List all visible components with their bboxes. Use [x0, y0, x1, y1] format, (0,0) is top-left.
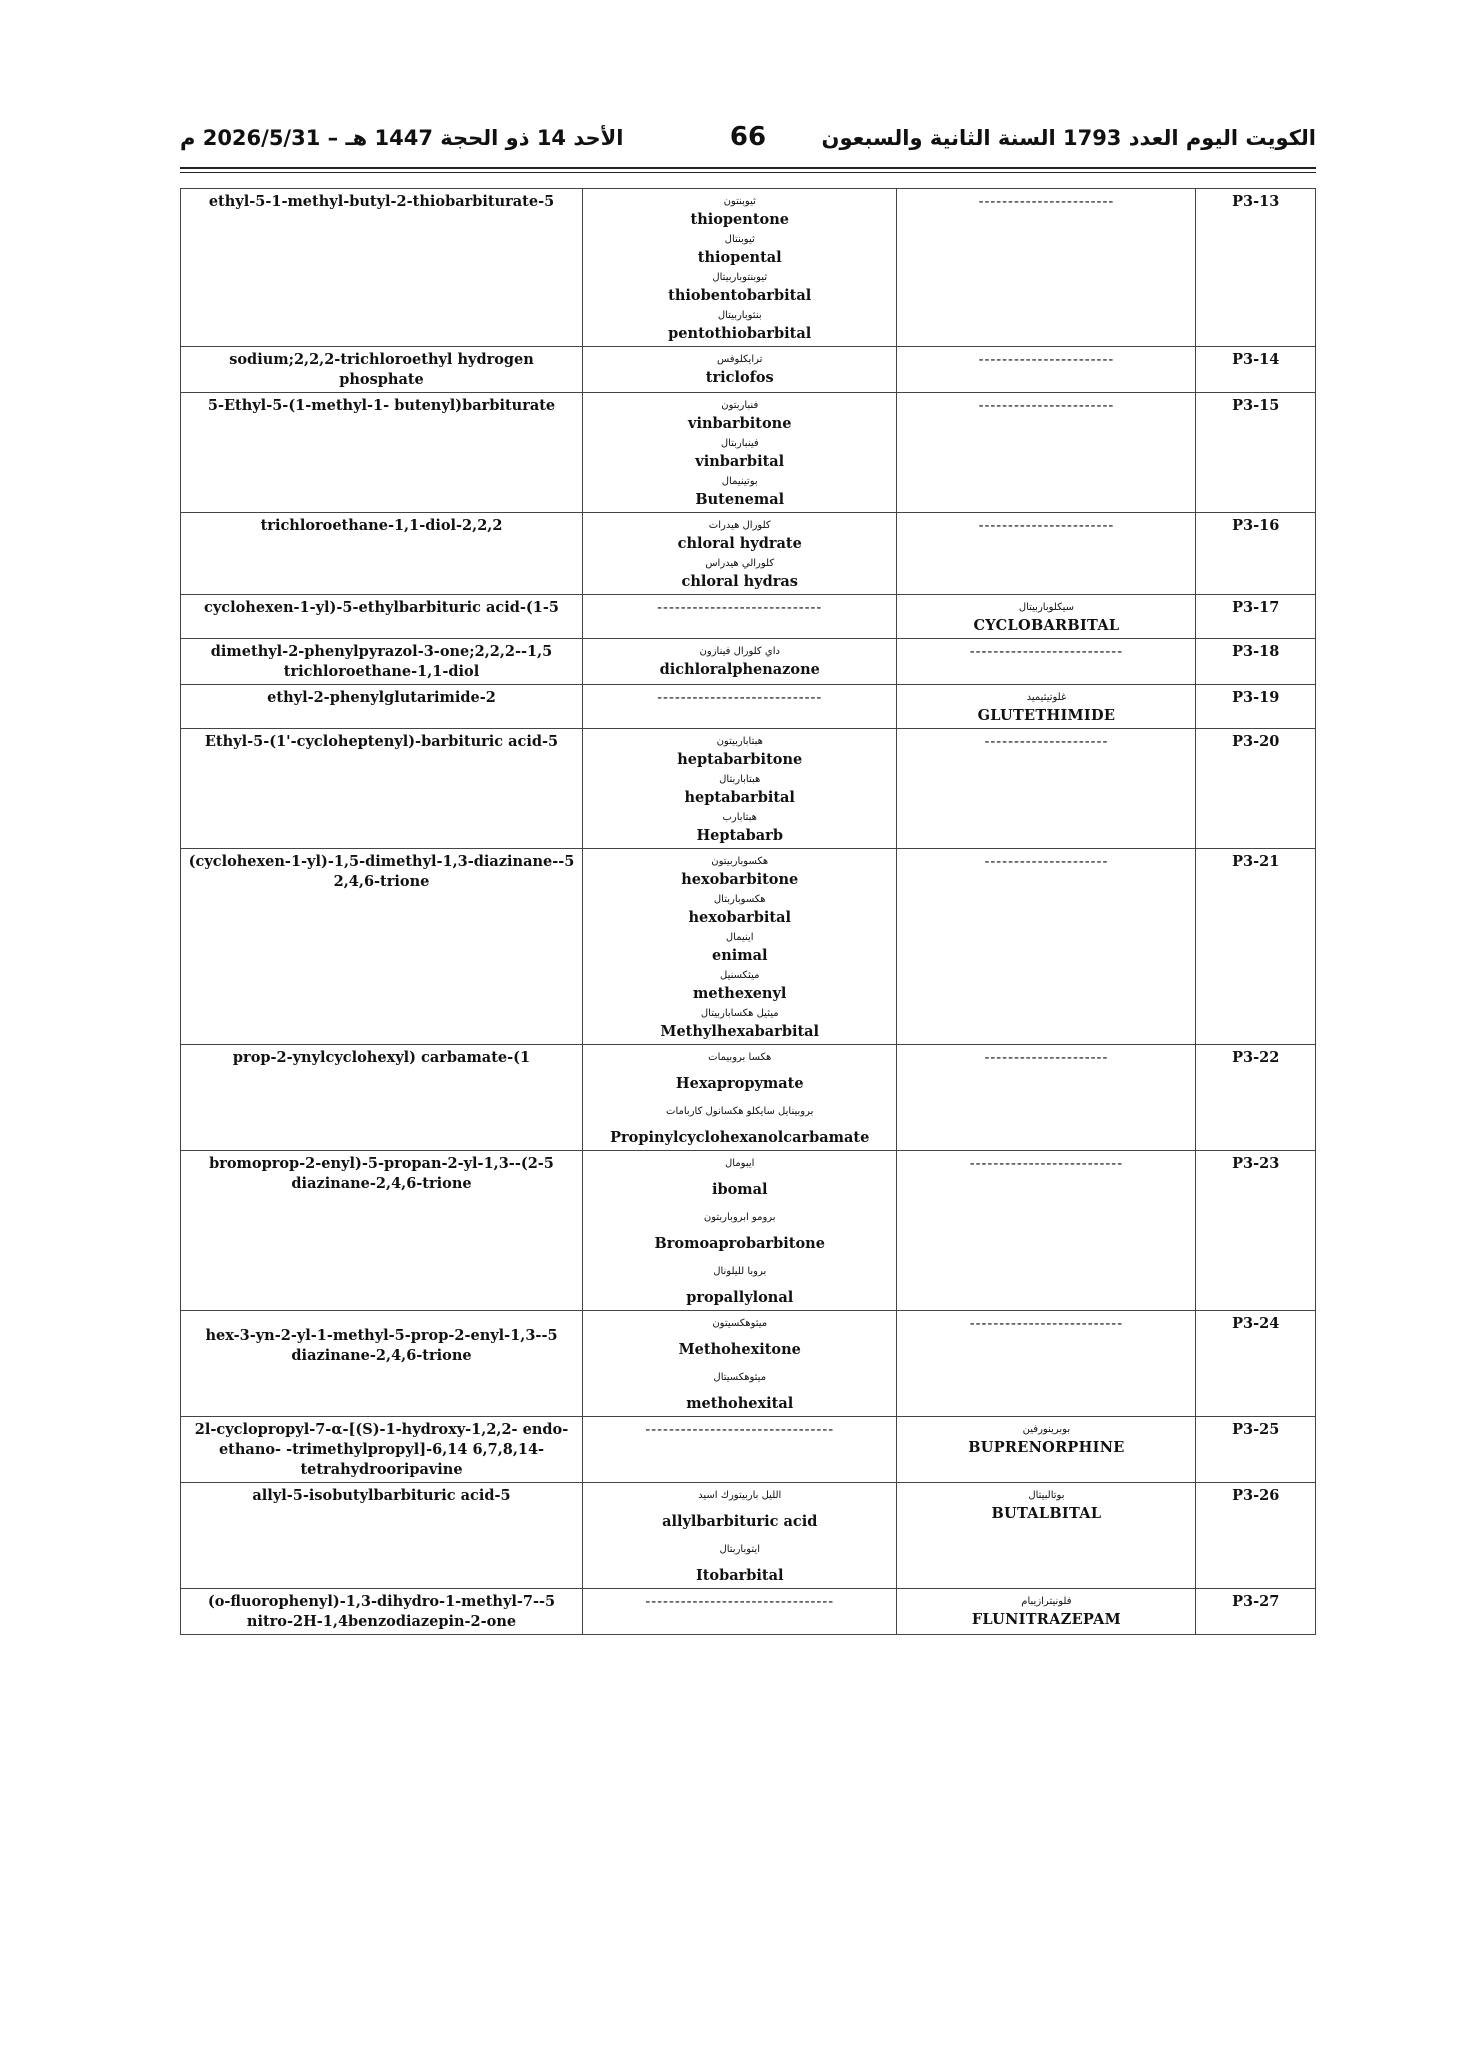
- international-name-cell: [897, 347, 1196, 393]
- name-english: Itobarbital: [695, 1567, 784, 1584]
- empty-dash: ----------------------------: [657, 600, 823, 616]
- name-english: enimal: [711, 947, 768, 964]
- common-names-cell: [583, 1483, 897, 1589]
- common-names-cell: [583, 595, 897, 639]
- empty-dash: --------------------------: [969, 1156, 1124, 1172]
- name-arabic: بنثوباربيتال: [717, 310, 762, 321]
- name-arabic: بروبينايل سايكلو هكسانول كاربامات: [666, 1106, 814, 1117]
- intl-name-arabic: فلونيترازيبام: [1021, 1596, 1072, 1607]
- name-arabic: ترايكلوفس: [717, 354, 763, 365]
- chemical-name-cell: [181, 393, 583, 513]
- name-arabic: بوتينيمال: [721, 476, 758, 487]
- chemical-name-cell: [181, 347, 583, 393]
- table-row: [181, 347, 1316, 393]
- intl-name-arabic: بوبرينورفين: [1022, 1424, 1071, 1435]
- name-arabic: ميثوهكسيتال: [713, 1372, 767, 1383]
- international-name-cell: [897, 639, 1196, 685]
- name-english: methexenyl: [693, 985, 787, 1002]
- header-date: الأحد 14 ذو الحجة 1447 هـ – 2026/5/31 م: [180, 126, 624, 150]
- page-number: 66: [729, 122, 767, 152]
- schedule-code: P3-20: [1232, 733, 1280, 750]
- chemical-name: (o-fluorophenyl)-1,3-dihydro-1-methyl-7--5 nitro-2H-1,4benzodiazepin-2-one: [207, 1593, 556, 1630]
- schedule-code: P3-26: [1232, 1487, 1280, 1504]
- table-row: [181, 1151, 1316, 1311]
- schedule-code-cell: [1196, 729, 1316, 849]
- common-names-cell: [583, 513, 897, 595]
- schedule-code-cell: [1196, 1311, 1316, 1417]
- substances-table: [180, 188, 1316, 1635]
- schedule-code-cell: [1196, 393, 1316, 513]
- common-names-cell: [583, 1151, 897, 1311]
- header-publication: الكويت اليوم العدد 1793 السنة الثانية والسبعون: [821, 126, 1316, 150]
- name-arabic: بروبا لليلونال: [713, 1266, 767, 1277]
- name-english: heptabarbitone: [677, 751, 803, 768]
- chemical-name: allyl-5-isobutylbarbituric acid-5: [252, 1487, 511, 1504]
- empty-dash: ---------------------: [984, 734, 1109, 750]
- name-english: Methylhexabarbital: [660, 1023, 820, 1040]
- intl-name-arabic: سيكلوباربيتال: [1018, 602, 1074, 613]
- chemical-name: 5-Ethyl-5-(1-methyl-1- butenyl)barbiturate: [207, 397, 556, 414]
- schedule-code-cell: [1196, 189, 1316, 347]
- name-arabic: هكسوباربتال: [713, 894, 766, 905]
- name-english: hexobarbitone: [681, 871, 799, 888]
- chemical-name-cell: [181, 1311, 583, 1417]
- international-name-cell: [897, 1151, 1196, 1311]
- name-arabic: الليل باربيتورك اسيد: [698, 1490, 782, 1501]
- chemical-name: dimethyl-2-phenylpyrazol-3-one;2,2,2--1,5 trichloroethane-1,1-diol: [210, 643, 553, 680]
- name-english: hexobarbital: [688, 909, 791, 926]
- intl-name-english: BUTALBITAL: [991, 1505, 1102, 1522]
- name-english: Methohexitone: [678, 1341, 801, 1358]
- page-header: [180, 118, 1316, 158]
- name-english: Propinylcyclohexanolcarbamate: [610, 1129, 870, 1146]
- table-row: [181, 1311, 1316, 1417]
- intl-name-english: CYCLOBARBITAL: [973, 617, 1120, 634]
- name-arabic: هبتابارب: [722, 812, 757, 823]
- chemical-name-cell: [181, 1045, 583, 1151]
- intl-name-english: BUPRENORPHINE: [968, 1439, 1125, 1456]
- chemical-name: trichloroethane-1,1-diol-2,2,2: [260, 517, 503, 534]
- table-row: [181, 1483, 1316, 1589]
- schedule-code-cell: [1196, 685, 1316, 729]
- name-english: thiopental: [697, 249, 782, 266]
- common-names-cell: [583, 347, 897, 393]
- table-row: [181, 849, 1316, 1045]
- schedule-code-cell: [1196, 639, 1316, 685]
- chemical-name-cell: [181, 639, 583, 685]
- name-english: thiopentone: [690, 211, 789, 228]
- chemical-name-cell: [181, 595, 583, 639]
- empty-dash: --------------------------------: [645, 1594, 835, 1610]
- table-row: [181, 393, 1316, 513]
- name-english: chloral hydras: [681, 573, 798, 590]
- table-row: [181, 513, 1316, 595]
- common-names-cell: [583, 1045, 897, 1151]
- table-row: [181, 729, 1316, 849]
- international-name-cell: [897, 595, 1196, 639]
- name-english: Bromoaprobarbitone: [654, 1235, 825, 1252]
- header-rule: [180, 167, 1316, 169]
- table-row: [181, 1589, 1316, 1635]
- name-arabic: ايتوباربتال: [719, 1544, 760, 1555]
- empty-dash: ---------------------: [984, 1050, 1109, 1066]
- schedule-code: P3-21: [1232, 853, 1280, 870]
- common-names-cell: [583, 189, 897, 347]
- intl-name-english: GLUTETHIMIDE: [977, 707, 1116, 724]
- common-names-cell: [583, 1589, 897, 1635]
- schedule-code: P3-25: [1232, 1421, 1280, 1438]
- schedule-code: P3-19: [1232, 689, 1280, 706]
- chemical-name-cell: [181, 1483, 583, 1589]
- name-arabic: اينيمال: [725, 932, 754, 943]
- schedule-code: P3-23: [1232, 1155, 1280, 1172]
- name-arabic: ميثيل هكساباربيتال: [700, 1008, 779, 1019]
- name-arabic: ايبومال: [725, 1158, 755, 1169]
- schedule-code-cell: [1196, 1151, 1316, 1311]
- name-english: methohexital: [686, 1395, 794, 1412]
- international-name-cell: [897, 513, 1196, 595]
- name-english: Heptabarb: [696, 827, 783, 844]
- chemical-name: sodium;2,2,2-trichloroethyl hydrogen phosphate: [229, 351, 534, 388]
- international-name-cell: [897, 1045, 1196, 1151]
- international-name-cell: [897, 849, 1196, 1045]
- schedule-code: P3-24: [1232, 1315, 1280, 1332]
- table-row: [181, 1045, 1316, 1151]
- name-arabic: داي كلورال فينازون: [699, 646, 780, 657]
- name-arabic: ميثوهكسيتون: [712, 1318, 768, 1329]
- name-english: allylbarbituric acid: [662, 1513, 818, 1530]
- schedule-code: P3-17: [1232, 599, 1280, 616]
- chemical-name-cell: [181, 189, 583, 347]
- name-english: vinbarbitone: [688, 415, 792, 432]
- common-names-cell: [583, 393, 897, 513]
- table-row: [181, 189, 1316, 347]
- common-names-cell: [583, 1417, 897, 1483]
- schedule-code: P3-13: [1232, 193, 1280, 210]
- chemical-name: ethyl-5-1-methyl-butyl-2-thiobarbiturate-5: [208, 193, 555, 210]
- empty-dash: ---------------------: [984, 854, 1109, 870]
- chemical-name: hex-3-yn-2-yl-1-methyl-5-prop-2-enyl-1,3--5 diazinane-2,4,6-trione: [205, 1327, 558, 1364]
- chemical-name-cell: [181, 1417, 583, 1483]
- name-arabic: فينباربتال: [720, 438, 759, 449]
- empty-dash: -----------------------: [978, 352, 1115, 368]
- name-english: chloral hydrate: [677, 535, 802, 552]
- chemical-name-cell: [181, 1589, 583, 1635]
- name-english: ibomal: [711, 1181, 768, 1198]
- chemical-name-cell: [181, 849, 583, 1045]
- name-arabic: ثيوبنتون: [723, 196, 756, 207]
- name-arabic: ثيوبنتال: [724, 234, 755, 245]
- name-arabic: هبتاباربيتون: [716, 736, 763, 747]
- name-english: thiobentobarbital: [668, 287, 812, 304]
- international-name-cell: [897, 1417, 1196, 1483]
- header-rule-thin: [180, 172, 1316, 173]
- schedule-code: P3-15: [1232, 397, 1280, 414]
- schedule-code: P3-22: [1232, 1049, 1280, 1066]
- name-english: propallylonal: [686, 1289, 794, 1306]
- international-name-cell: [897, 729, 1196, 849]
- schedule-code-cell: [1196, 1045, 1316, 1151]
- common-names-cell: [583, 1311, 897, 1417]
- schedule-code-cell: [1196, 1483, 1316, 1589]
- empty-dash: --------------------------: [969, 644, 1124, 660]
- chemical-name: bromoprop-2-enyl)-5-propan-2-yl-1,3--(2-5 diazinane-2,4,6-trione: [209, 1155, 554, 1192]
- name-arabic: كلورالي هيدراس: [705, 558, 775, 569]
- international-name-cell: [897, 1311, 1196, 1417]
- empty-dash: -----------------------: [978, 398, 1115, 414]
- international-name-cell: [897, 1483, 1196, 1589]
- common-names-cell: [583, 849, 897, 1045]
- chemical-name: cyclohexen-1-yl)-5-ethylbarbituric acid-(1-5: [204, 599, 559, 616]
- name-arabic: كلورال هيدرات: [708, 520, 771, 531]
- schedule-code-cell: [1196, 1589, 1316, 1635]
- chemical-name: ethyl-2-phenylglutarimide-2: [267, 689, 496, 706]
- schedule-code-cell: [1196, 1417, 1316, 1483]
- chemical-name: Ethyl-5-(1'-cycloheptenyl)-barbituric acid-5: [204, 733, 559, 750]
- international-name-cell: [897, 685, 1196, 729]
- schedule-code: P3-18: [1232, 643, 1280, 660]
- chemical-name: prop-2-ynylcyclohexyl) carbamate-(1: [232, 1049, 531, 1066]
- name-english: pentothiobarbital: [668, 325, 812, 342]
- schedule-code-cell: [1196, 513, 1316, 595]
- schedule-code-cell: [1196, 595, 1316, 639]
- chemical-name: 2l-cyclopropyl-7-α-[(S)-1-hydroxy-1,2,2- endo-ethano- -trimethylpropyl]-6,14 6,7,8,14-tetrahydrooripavine: [194, 1421, 569, 1478]
- chemical-name-cell: [181, 685, 583, 729]
- chemical-name-cell: [181, 1151, 583, 1311]
- intl-name-english: FLUNITRAZEPAM: [971, 1611, 1121, 1628]
- table-row: [181, 595, 1316, 639]
- intl-name-arabic: بوتالبيتال: [1028, 1490, 1065, 1501]
- empty-dash: -----------------------: [978, 194, 1115, 210]
- international-name-cell: [897, 189, 1196, 347]
- schedule-code: P3-14: [1232, 351, 1280, 368]
- common-names-cell: [583, 685, 897, 729]
- schedule-code-cell: [1196, 849, 1316, 1045]
- chemical-name-cell: [181, 513, 583, 595]
- name-arabic: فنباربتون: [721, 400, 759, 411]
- common-names-cell: [583, 639, 897, 685]
- name-english: Hexapropymate: [675, 1075, 804, 1092]
- name-english: dichloralphenazone: [659, 661, 820, 678]
- empty-dash: --------------------------------: [645, 1422, 835, 1438]
- name-arabic: ثيوبنتوباربيتال: [712, 272, 768, 283]
- table-row: [181, 1417, 1316, 1483]
- empty-dash: ----------------------------: [657, 690, 823, 706]
- name-arabic: هكسا بروبيمات: [708, 1052, 772, 1063]
- table-row: [181, 685, 1316, 729]
- intl-name-arabic: غلوتيثيميد: [1026, 692, 1067, 703]
- name-arabic: هبتاباربتال: [719, 774, 761, 785]
- table-row: [181, 639, 1316, 685]
- name-arabic: هكسوباربيتون: [711, 856, 769, 867]
- name-english: Butenemal: [695, 491, 785, 508]
- international-name-cell: [897, 393, 1196, 513]
- schedule-code: P3-16: [1232, 517, 1280, 534]
- chemical-name-cell: [181, 729, 583, 849]
- name-english: triclofos: [705, 369, 774, 386]
- chemical-name: (cyclohexen-1-yl)-1,5-dimethyl-1,3-diazinane--5 2,4,6-trione: [188, 853, 575, 890]
- name-arabic: برومو ابروباربتون: [703, 1212, 776, 1223]
- schedule-code-cell: [1196, 347, 1316, 393]
- name-english: vinbarbital: [695, 453, 785, 470]
- empty-dash: -----------------------: [978, 518, 1115, 534]
- international-name-cell: [897, 1589, 1196, 1635]
- name-english: heptabarbital: [684, 789, 795, 806]
- empty-dash: --------------------------: [969, 1316, 1124, 1332]
- common-names-cell: [583, 729, 897, 849]
- schedule-code: P3-27: [1232, 1593, 1280, 1610]
- name-arabic: ميثكسنيل: [720, 970, 760, 981]
